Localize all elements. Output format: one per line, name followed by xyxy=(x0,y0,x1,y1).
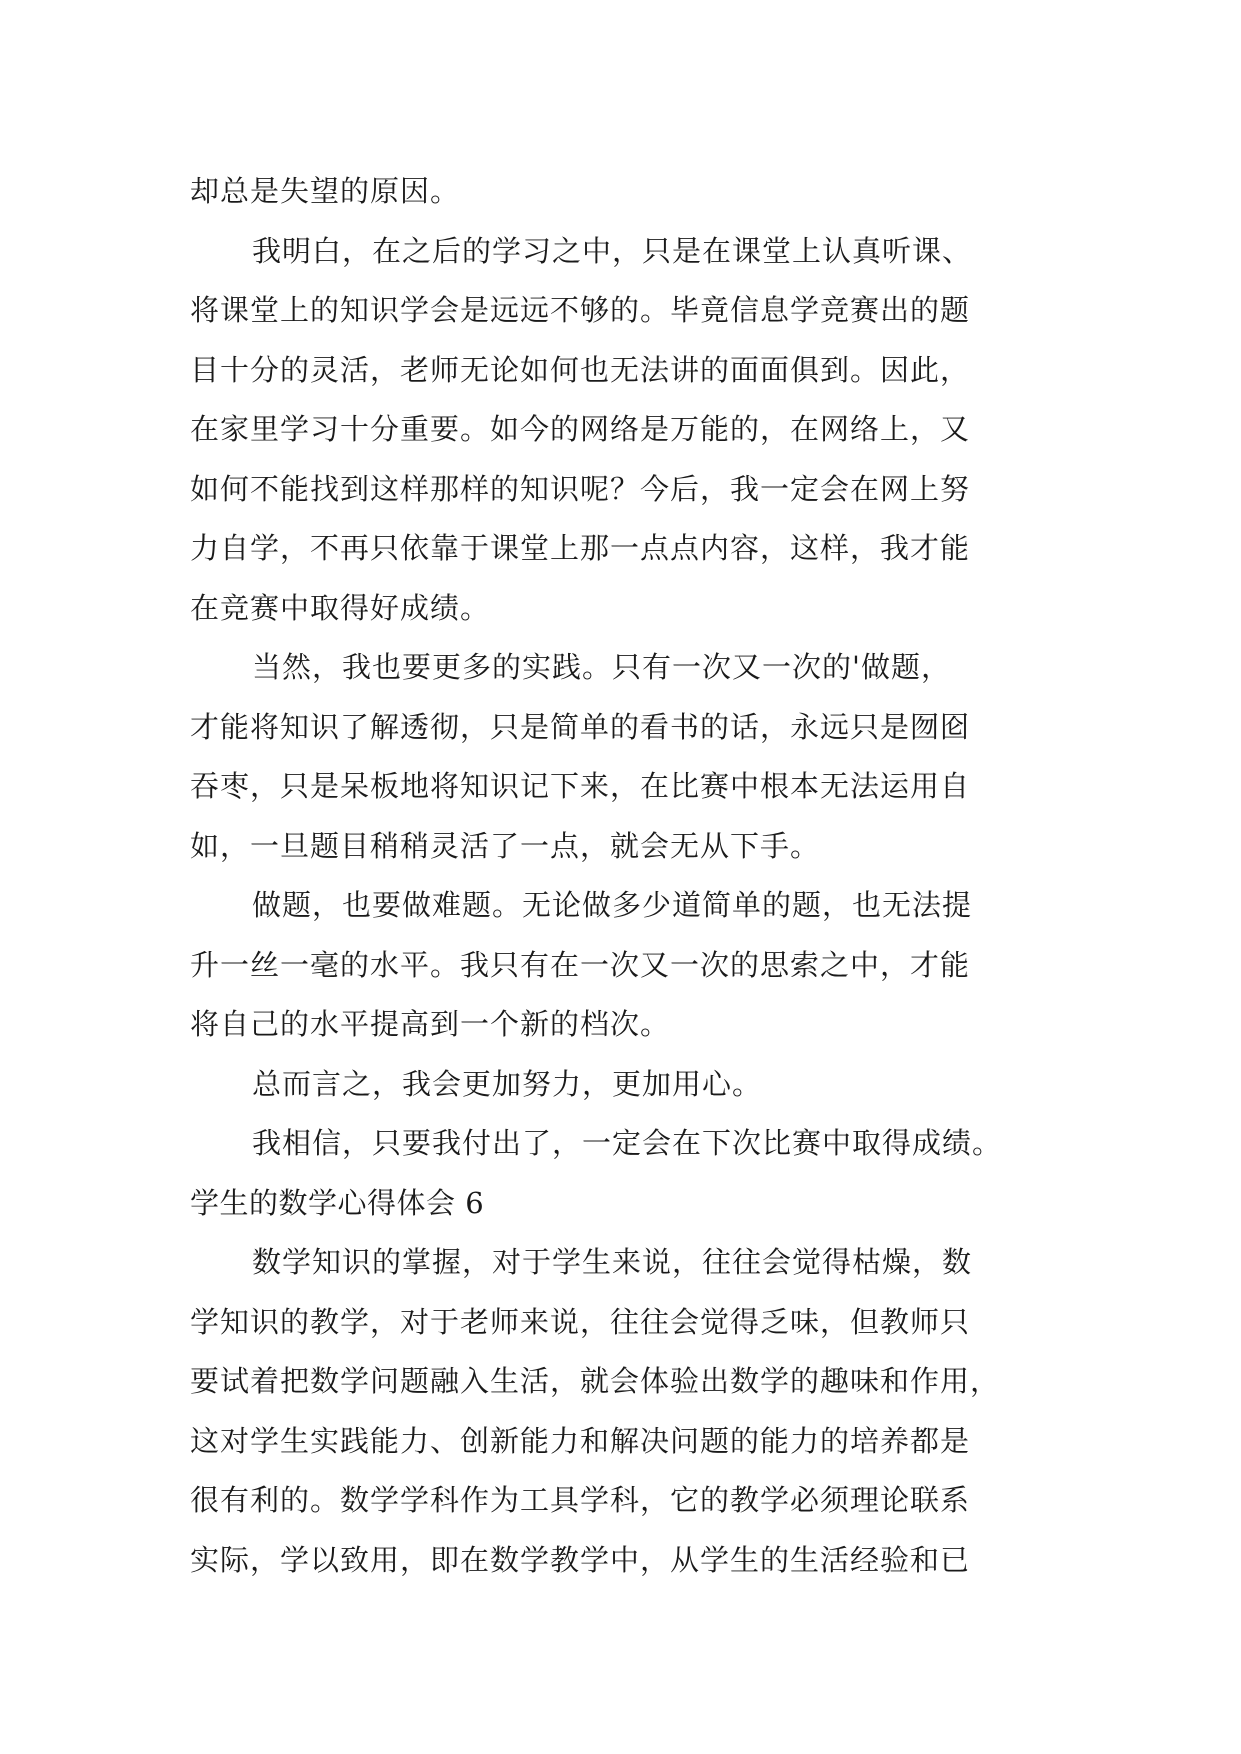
text-line: 在家里学习十分重要。如今的网络是万能的，在网络上，又 xyxy=(190,412,971,446)
paragraph-start-line: 我明白，在之后的学习之中，只是在课堂上认真听课、 xyxy=(252,233,973,268)
text-line: 吞枣，只是呆板地将知识记下来，在比赛中根本无法运用自 xyxy=(190,769,971,803)
text-line: 目十分的灵活，老师无论如何也无法讲的面面俱到。因此， xyxy=(190,352,971,387)
text-line: 力自学，不再只依靠于课堂上那一点点内容，这样，我才能 xyxy=(190,531,971,565)
text-line: 将课堂上的知识学会是远远不够的。毕竟信息学竞赛出的题 xyxy=(190,293,971,327)
text-line: 很有利的。数学学科作为工具学科，它的教学必须理论联系 xyxy=(190,1483,971,1517)
text-line: 要试着把数学问题融入生活，就会体验出数学的趣味和作用， xyxy=(190,1364,1001,1398)
text-line: 在竞赛中取得好成绩。 xyxy=(190,590,491,625)
text-line: 学知识的教学，对于老师来说，往往会觉得乏味，但教师只 xyxy=(190,1304,971,1339)
text-line: 如何不能找到这样那样的知识呢？今后，我一定会在网上努 xyxy=(190,471,971,506)
paragraph-start-line: 做题，也要做难题。无论做多少道简单的题，也无法提 xyxy=(252,888,973,922)
text-line: 如，一旦题目稍稍灵活了一点，就会无从下手。 xyxy=(190,828,821,863)
text-line: 这对学生实践能力、创新能力和解决问题的能力的培养都是 xyxy=(190,1423,971,1458)
paragraph-start-line: 当然，我也要更多的实践。只有一次又一次的'做题， xyxy=(252,650,951,684)
text-line: 才能将知识了解透彻，只是简单的看书的话，永远只是囫囵 xyxy=(190,709,971,744)
paragraph-start-line: 总而言之，我会更加努力，更加用心。 xyxy=(252,1066,763,1101)
text-line: 将自己的水平提高到一个新的档次。 xyxy=(190,1007,671,1041)
paragraph-start-line: 我相信，只要我付出了，一定会在下次比赛中取得成绩。 xyxy=(252,1126,1003,1160)
document-body xyxy=(190,162,1050,1590)
paragraph-start-line: 数学知识的掌握，对于学生来说，往往会觉得枯燥，数 xyxy=(252,1245,973,1279)
text-line: 升一丝一毫的水平。我只有在一次又一次的思索之中，才能 xyxy=(190,947,971,982)
section-heading: 学生的数学心得体会 6 xyxy=(190,1185,485,1220)
text-line: 实际，学以致用，即在数学教学中，从学生的生活经验和已 xyxy=(190,1542,971,1577)
text-line: 却总是失望的原因。 xyxy=(190,174,461,208)
